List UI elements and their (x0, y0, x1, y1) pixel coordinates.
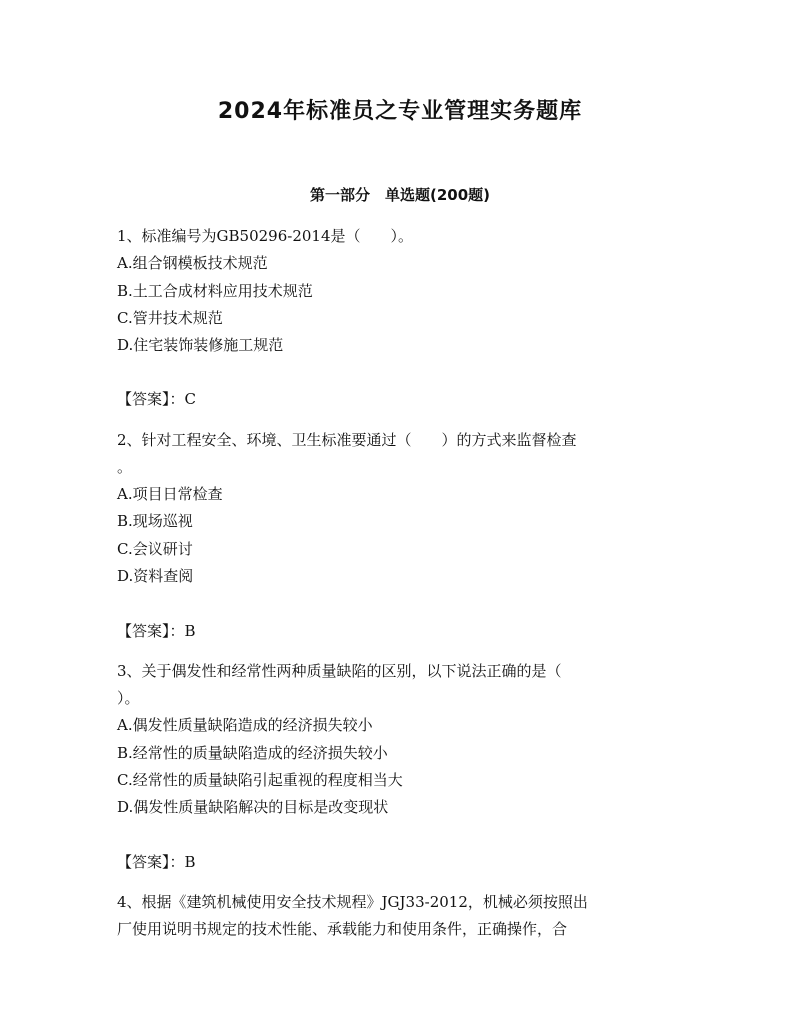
question-3-option-d: D.偶发性质量缺陷解决的目标是改变现状 (117, 798, 389, 816)
question-3-answer: 【答案】：B (117, 853, 196, 871)
question-2-option-b: B.现场巡视 (117, 512, 193, 530)
question-2-stem-continued: 。 (117, 458, 133, 476)
question-1-option-d: D.住宅装饰装修施工规范 (117, 336, 284, 354)
question-4-stem: 4、根据《建筑机械使用安全技术规程》JGJ33-2012，机械必须按照出 (117, 893, 588, 911)
question-3-option-c: C.经常性的质量缺陷引起重视的程度相当大 (117, 771, 403, 789)
question-2-answer: 【答案】：B (117, 622, 196, 640)
question-3-stem: 3、关于偶发性和经常性两种质量缺陷的区别，以下说法正确的是（ (117, 662, 562, 680)
question-3-stem-continued: ）。 (117, 689, 140, 707)
question-2-option-c: C.会议研讨 (117, 540, 193, 558)
question-2-option-d: D.资料查阅 (117, 567, 194, 585)
question-1-option-a: A.组合钢模板技术规范 (117, 254, 268, 272)
question-4-stem-continued: 厂使用说明书规定的技术性能、承载能力和使用条件，正确操作，合 (117, 920, 568, 938)
question-1-stem: 1、标准编号为GB50296-2014是（ ）。 (117, 227, 414, 245)
question-2-stem: 2、针对工程安全、环境、卫生标准要通过（ ）的方式来监督检查 (117, 431, 577, 449)
question-2-option-a: A.项目日常检查 (117, 485, 223, 503)
question-1-answer: 【答案】：C (117, 390, 196, 408)
document-title: 2024年标准员之专业管理实务题库 (217, 99, 583, 124)
question-1-option-b: B.土工合成材料应用技术规范 (117, 282, 313, 300)
question-3-option-b: B.经常性的质量缺陷造成的经济损失较小 (117, 744, 388, 762)
section-title: 第一部分 单选题(200题) (309, 186, 491, 204)
question-1-option-c: C.管井技术规范 (117, 309, 223, 327)
question-3-option-a: A.偶发性质量缺陷造成的经济损失较小 (117, 716, 373, 734)
